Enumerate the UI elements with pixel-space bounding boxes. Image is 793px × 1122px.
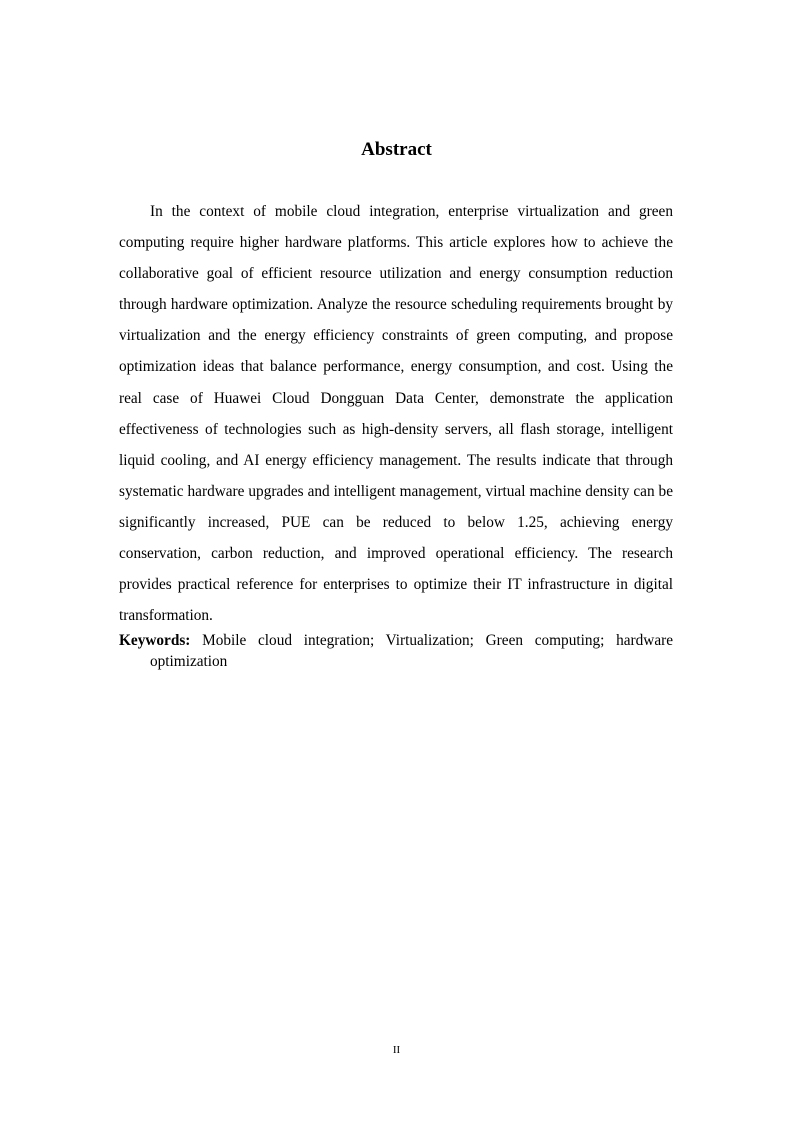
page-number: II [392, 1044, 401, 1056]
abstract-heading: Abstract [361, 139, 432, 160]
keywords-line [119, 630, 673, 672]
keywords-text: Mobile cloud integration; Virtualization; Green computing; hardware optimization [150, 632, 674, 670]
abstract-paragraph: In the context of mobile cloud integration, enterprise virtualization and green computing require higher hardware platforms. This article explores how to achieve the collaborative goal of efficient resource utilization and energy consumption reduction through hardware optimization. Analyze the resource scheduling requirements brought by virtualization and the energy efficiency constraints of green computing, and propose optimization ideas that balance performance, energy consumption, and cost. Using the real case of Huawei Cloud Dongguan Data Center, demonstrate the application effectiveness of technologies such as high-density servers, all flash storage, intelligent liquid cooling, and AI energy efficiency management. The results indicate that through systematic hardware upgrades and intelligent management, virtual machine density can be significantly increased, PUE can be reduced to below 1.25, achieving energy conservation, carbon reduction, and improved operational efficiency. The research provides practical reference for enterprises to optimize their IT infrastructure in digital transformation. [119, 203, 673, 625]
keywords-label: Keywords: [119, 632, 191, 649]
